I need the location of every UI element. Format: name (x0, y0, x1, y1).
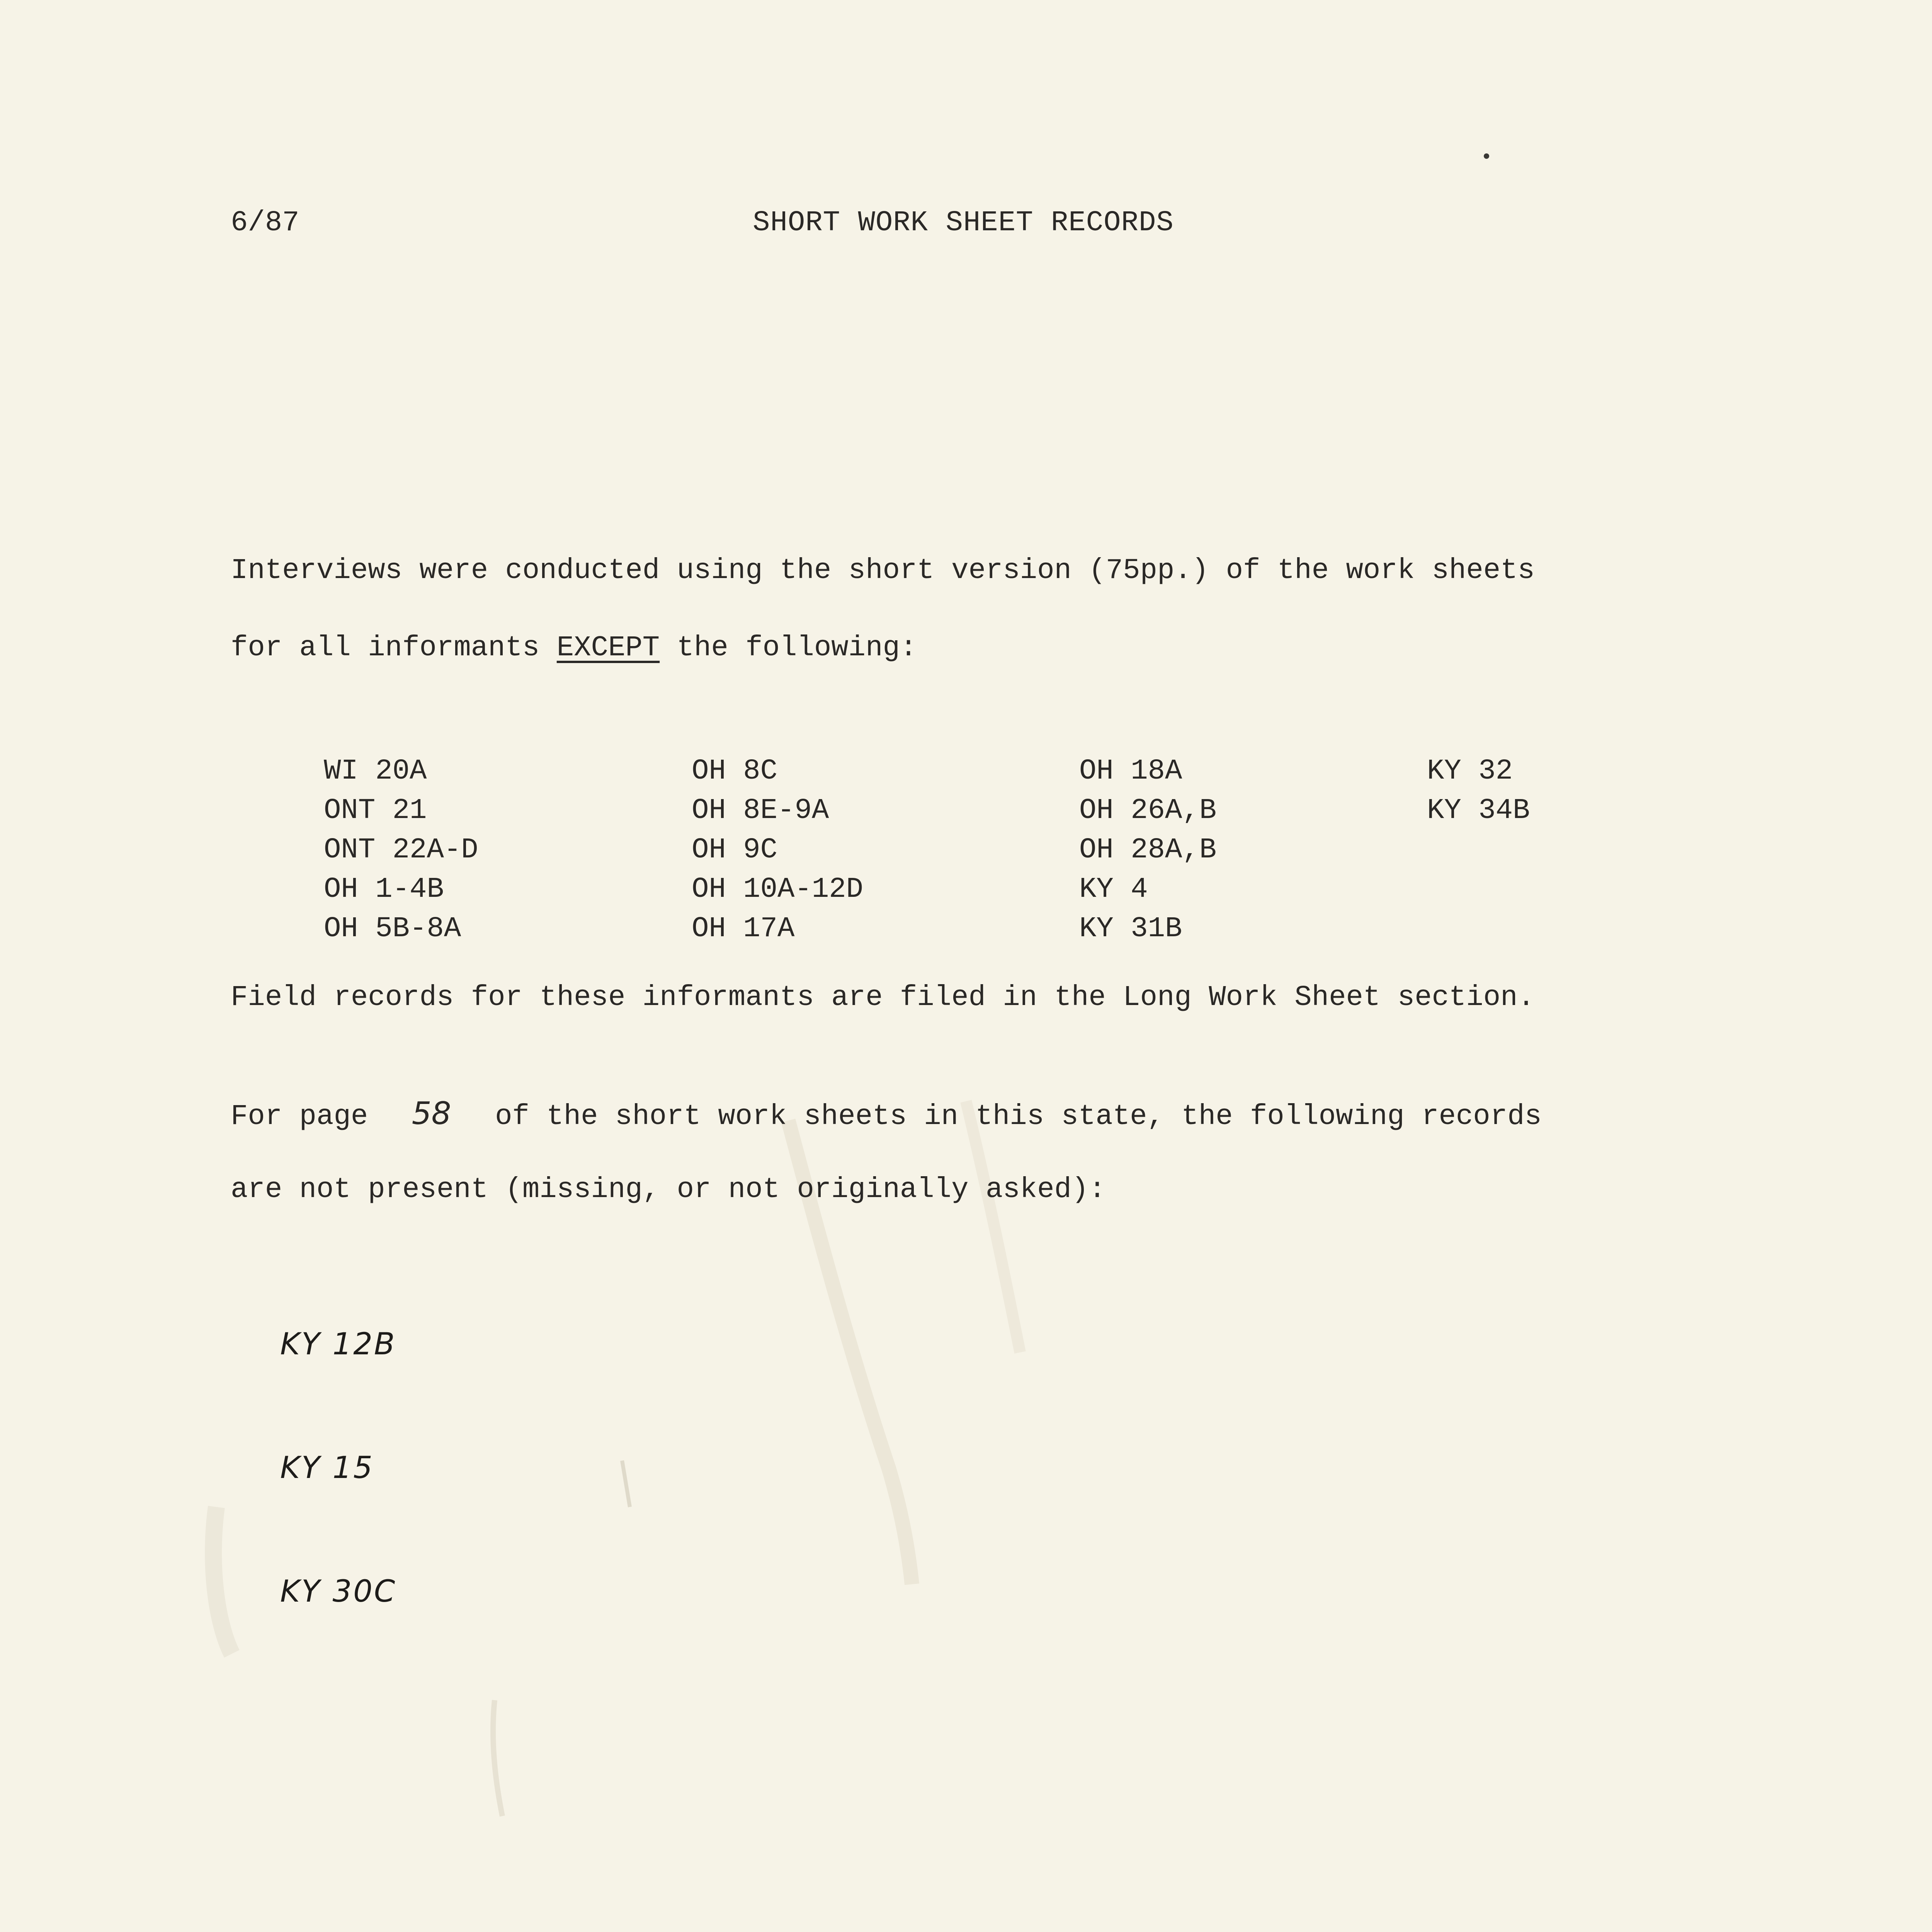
informant-code: WI 20A (324, 755, 427, 787)
page-note-start: For page (231, 1100, 385, 1133)
missing-record-handwritten: KY 15 (280, 1451, 374, 1485)
intro-line-1: Interviews were conducted using the short version (75pp.) of the work sheets (231, 554, 1535, 587)
page-note-end: of the short work sheets in this state, the following records (478, 1100, 1542, 1133)
informant-code: OH 8E-9A (692, 794, 829, 827)
informant-code: ONT 21 (324, 794, 427, 827)
informant-code: ONT 22A-D (324, 834, 478, 866)
informant-column-2 (692, 752, 863, 949)
page-note-line-2: are not present (missing, or not originally asked): (231, 1173, 1106, 1206)
informant-code: OH 1-4B (324, 873, 444, 906)
informant-code: KY 34B (1427, 794, 1530, 827)
informant-code: KY 32 (1427, 755, 1513, 787)
missing-record-handwritten: KY 12B (280, 1327, 396, 1362)
informant-code: OH 26A,B (1079, 794, 1217, 827)
except-emphasis: EXCEPT (556, 632, 660, 664)
informant-code: OH 28A,B (1079, 834, 1217, 866)
field-records-note: Field records for these informants are filed in the Long Work Sheet section. (231, 981, 1535, 1014)
intro-line-2-start: for all informants (231, 632, 557, 664)
informant-code: KY 4 (1079, 873, 1148, 906)
informant-code: OH 5B-8A (324, 913, 461, 945)
page-note-line-1 (231, 1095, 1542, 1133)
missing-record-handwritten: KY 30C (280, 1574, 397, 1609)
informant-code: OH 9C (692, 834, 778, 866)
intro-line-2 (231, 634, 917, 662)
handwritten-page-number: 58 (412, 1095, 451, 1131)
informant-column-1 (324, 752, 478, 949)
informant-column-3 (1079, 752, 1216, 949)
document-date: 6/87 (231, 207, 299, 239)
informant-code: OH 10A-12D (692, 873, 864, 906)
informant-code: OH 8C (692, 755, 778, 787)
informant-column-4 (1427, 752, 1530, 830)
informant-code: KY 31B (1079, 913, 1182, 945)
intro-line-2-end: the following: (660, 632, 917, 664)
informant-code: OH 17A (692, 913, 795, 945)
informant-code: OH 18A (1079, 755, 1182, 787)
document-title: SHORT WORK SHEET RECORDS (753, 207, 1174, 239)
